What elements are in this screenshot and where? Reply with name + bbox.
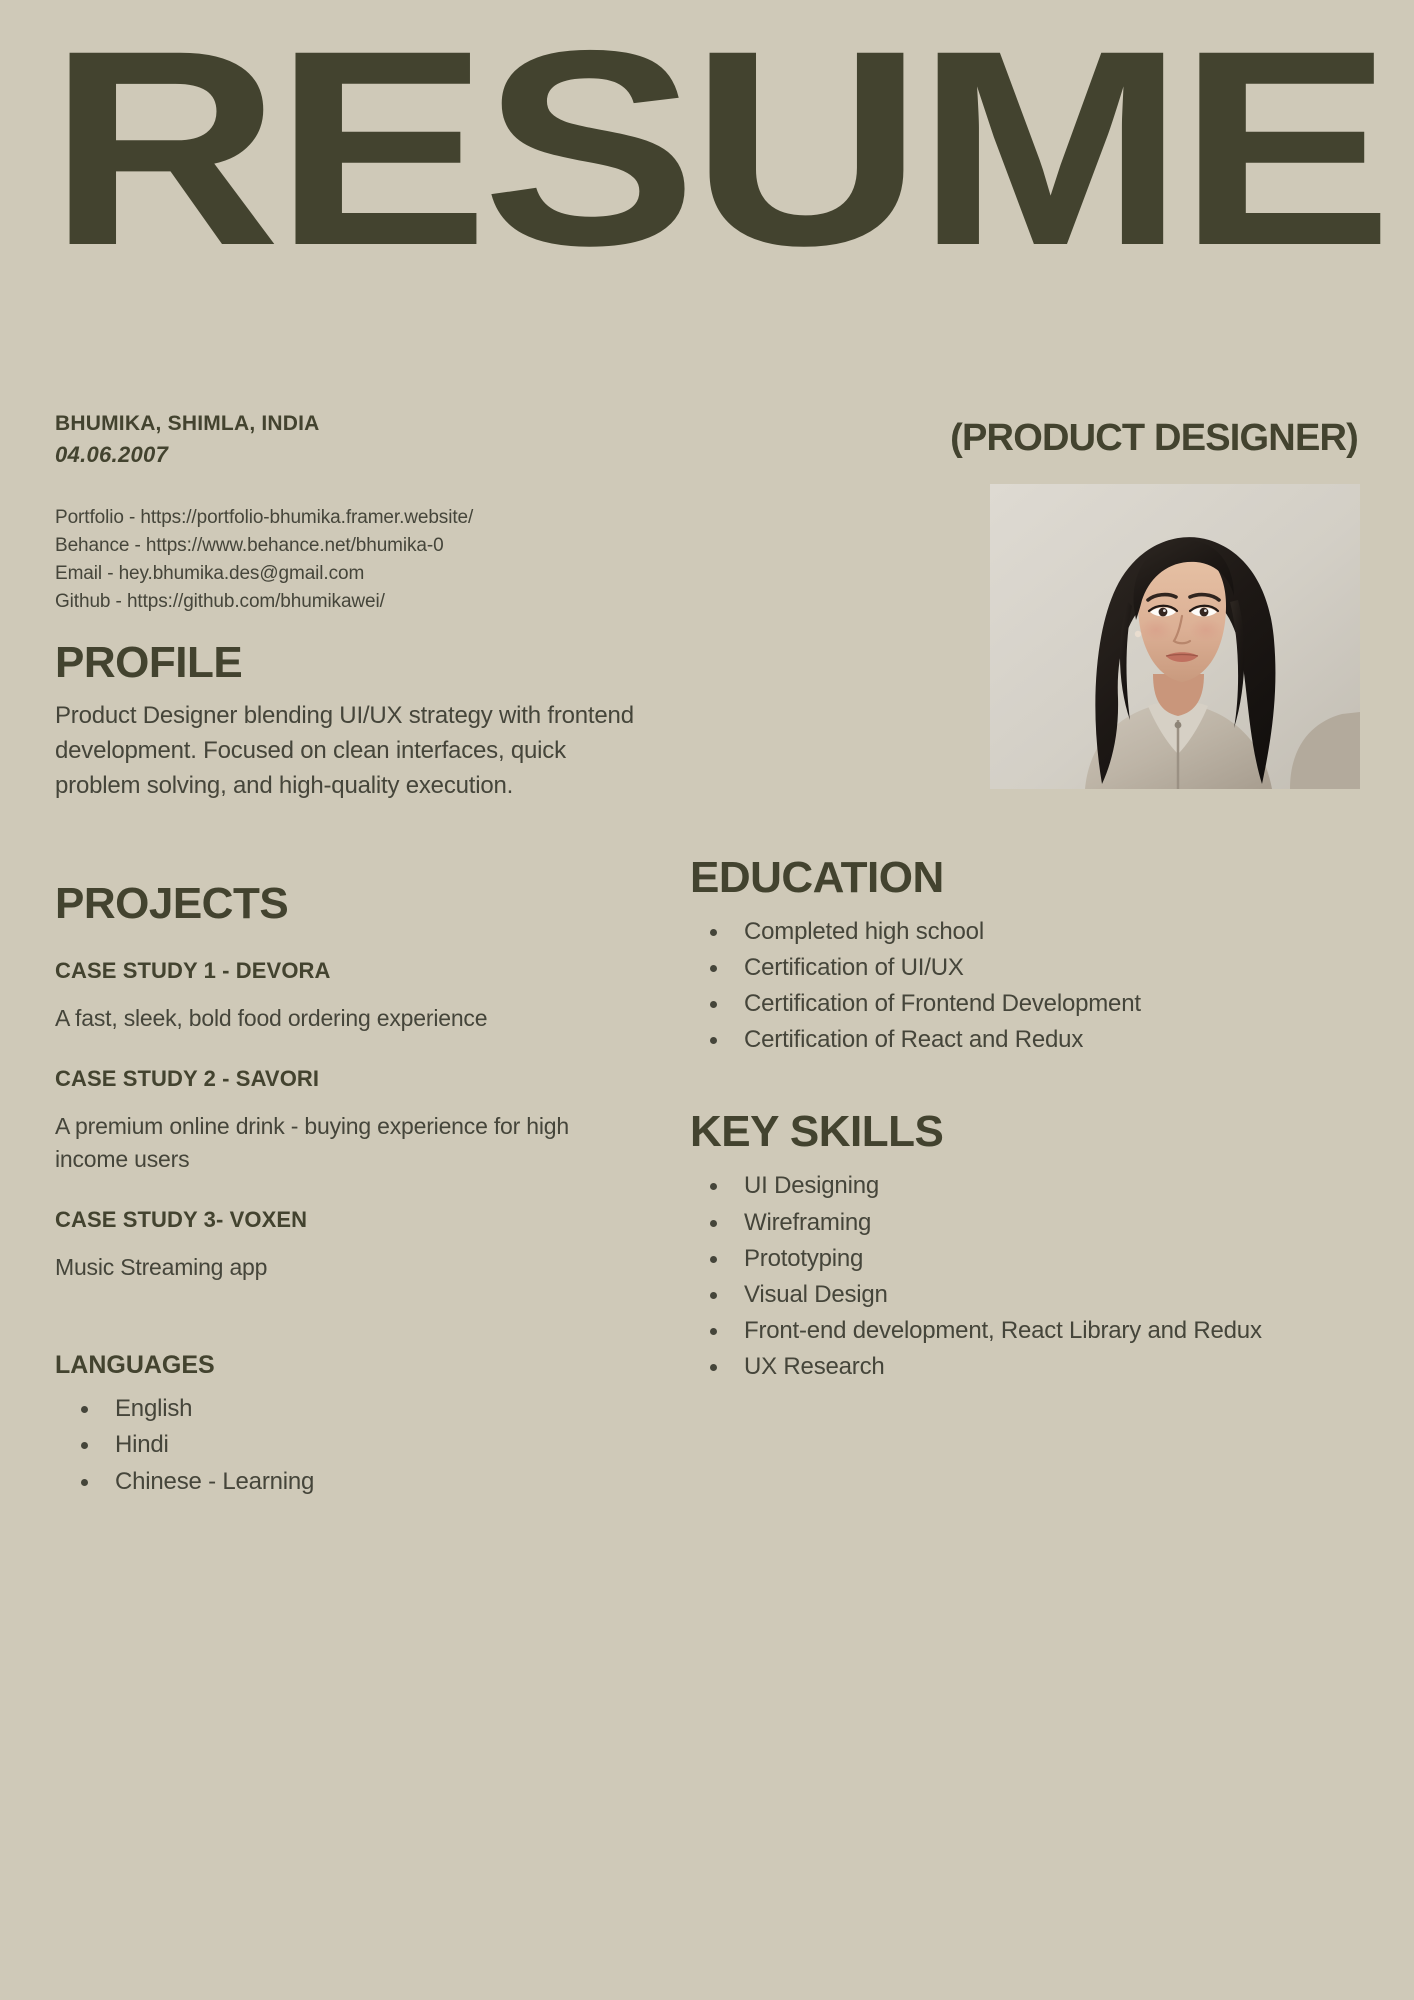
list-item: • Certification of Frontend Development [730, 987, 1360, 1021]
email-link[interactable]: Email - hey.bhumika.des@gmail.com [55, 562, 365, 584]
portfolio-link[interactable]: Portfolio - https://portfolio-bhumika.framer.website/ [55, 507, 474, 529]
education-section [690, 852, 1360, 1058]
right-column [690, 418, 1360, 1384]
list-item: • UX Research [730, 1350, 1360, 1384]
list-item: • English [101, 1392, 655, 1426]
role-title: (PRODUCT DESIGNER) [950, 417, 1358, 459]
list-item: • Front-end development, React Library and Redux [730, 1314, 1360, 1348]
list-item: • Certification of React and Redux [730, 1023, 1360, 1057]
profile-text: Product Designer blending UI/UX strategy with frontend development. Focused on clean interfaces, quick problem solving, and high-quality execution. [55, 701, 634, 799]
project-description: A premium online drink - buying experience for high income users [55, 1112, 569, 1173]
project-item [55, 1065, 655, 1176]
projects-heading: PROJECTS [55, 879, 289, 928]
birth-date: 04.06.2007 [55, 442, 169, 468]
list-item: • Prototyping [730, 1242, 1360, 1276]
key-skills-heading: KEY SKILLS [690, 1107, 944, 1157]
education-heading: EDUCATION [690, 852, 944, 902]
projects-section [55, 881, 655, 1284]
left-column [55, 410, 655, 1499]
name-location: BHUMIKA, SHIMLA, INDIA [55, 412, 320, 435]
project-title: CASE STUDY 1 - DEVORA [55, 958, 331, 984]
profile-heading: PROFILE [55, 637, 243, 687]
list-item: • UI Designing [730, 1169, 1360, 1203]
github-link[interactable]: Github - https://github.com/bhumikawei/ [55, 590, 385, 612]
languages-list [55, 1392, 655, 1498]
key-skills-list [690, 1169, 1360, 1383]
list-item: • Certification of UI/UX [730, 951, 1360, 985]
identity-block [55, 410, 655, 470]
behance-link[interactable]: Behance - https://www.behance.net/bhumika-0 [55, 534, 444, 556]
list-item: • Completed high school [730, 915, 1360, 949]
project-title: CASE STUDY 2 - SAVORI [55, 1066, 320, 1092]
project-description: Music Streaming app [55, 1254, 268, 1280]
list-item: • Chinese - Learning [101, 1465, 655, 1499]
project-description: A fast, sleek, bold food ordering experience [55, 1004, 488, 1031]
key-skills-section [690, 1109, 1360, 1384]
list-item: • Hindi [101, 1428, 655, 1462]
project-title: CASE STUDY 3- VOXEN [55, 1207, 308, 1233]
list-item: • Wireframing [730, 1206, 1360, 1240]
education-list [690, 915, 1360, 1057]
masthead [48, 0, 1386, 303]
profile-section [55, 637, 655, 803]
project-item [55, 1206, 655, 1284]
list-item: • Visual Design [730, 1278, 1360, 1312]
page-title: RESUME [48, 0, 1386, 303]
profile-photo [990, 484, 1360, 789]
languages-section [55, 1350, 655, 1498]
profile-photo-image [990, 484, 1360, 789]
project-item [55, 957, 655, 1035]
contact-links [55, 504, 655, 616]
languages-heading: LANGUAGES [55, 1351, 215, 1380]
